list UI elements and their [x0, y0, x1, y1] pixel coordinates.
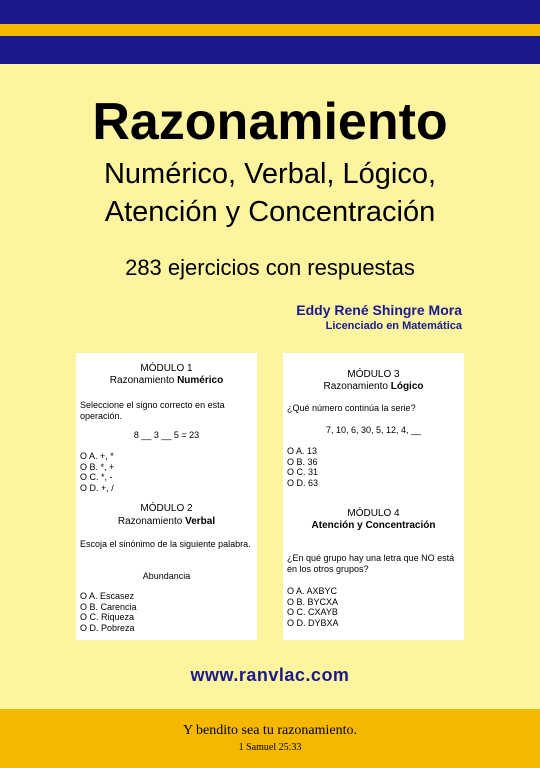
book-title: Razonamiento	[92, 93, 448, 151]
module1-name	[76, 375, 257, 387]
module3-option[interactable]: O B. 36	[287, 456, 318, 467]
module4-option[interactable]: O C. CXAYB	[287, 607, 338, 617]
module3-series: 7, 10, 6, 30, 5, 12, 4, __	[325, 425, 422, 435]
module2-option[interactable]: O D. Pobreza	[80, 622, 135, 633]
module1-expression: 8 __ 3 __ 5 = 23	[133, 430, 200, 440]
footer-verse: Y bendito sea tu razonamiento.	[182, 723, 358, 738]
module3-options	[287, 446, 459, 488]
footer-reference: 1 Samuel 25:33	[238, 742, 302, 753]
module4-option[interactable]: O D. DYBXA	[287, 617, 339, 628]
top-stripe-gold	[0, 24, 540, 36]
module2-option[interactable]: O B. Carencia	[80, 601, 137, 612]
module1-label: MÓDULO 1	[140, 363, 193, 374]
module4-name: Atención y Concentración	[311, 520, 436, 531]
module3-name-bold: Lógico	[390, 381, 424, 392]
module1-option[interactable]: O B. *, +	[80, 461, 115, 472]
module4-option[interactable]: O A. AXBYC	[287, 586, 338, 596]
module3-option[interactable]: O D. 63	[287, 477, 319, 488]
modules-card-left	[76, 353, 257, 640]
top-stripe-navy	[0, 0, 540, 24]
top-stripe-navy-lower	[0, 36, 540, 64]
modules-card-right	[283, 353, 464, 640]
module3-name-prefix: Razonamiento	[323, 381, 391, 392]
module3-option[interactable]: O C. 31	[287, 467, 319, 477]
module2-options	[80, 591, 252, 633]
author-degree: Licenciado en Matemática	[325, 320, 462, 332]
book-subtitle-line1: Numérico, Verbal, Lógico,	[103, 158, 437, 190]
module4-options	[287, 586, 459, 628]
module2-label: MÓDULO 2	[140, 503, 193, 514]
module3-question: ¿Qué número continúa la serie?	[287, 403, 416, 413]
exercise-count: 283 ejercicios con respuestas	[125, 255, 415, 280]
module2-question: Escoja el sinónimo de la siguiente palabra.	[80, 539, 251, 549]
module1-option[interactable]: O A. +, *	[80, 451, 114, 461]
module4-option[interactable]: O B. BYCXA	[287, 596, 339, 607]
module4-label: MÓDULO 4	[347, 508, 400, 519]
module2-name	[76, 516, 257, 528]
module2-word: Abundancia	[142, 571, 191, 581]
module1-options	[80, 451, 252, 493]
module1-option[interactable]: O C. *, -	[80, 472, 113, 482]
module2-name-bold: Verbal	[185, 516, 216, 527]
module1-name-prefix: Razonamiento	[109, 375, 178, 386]
module2-option[interactable]: O C. Riqueza	[80, 612, 135, 622]
module4-question: ¿En qué grupo hay una letra que NO está en los otros grupos?	[287, 553, 455, 574]
book-subtitle-line2: Atención y Concentración	[104, 196, 436, 228]
author-name: Eddy René Shingre Mora	[296, 302, 462, 318]
footer-band	[0, 709, 540, 768]
module1-option[interactable]: O D. +, /	[80, 482, 114, 493]
website-link[interactable]: www.ranvlac.com	[190, 665, 350, 685]
module1-name-bold: Numérico	[177, 375, 224, 386]
module3-option[interactable]: O A. 13	[287, 446, 318, 456]
module3-name	[283, 381, 464, 393]
module2-name-prefix: Razonamiento	[117, 516, 186, 527]
module2-option[interactable]: O A. Escasez	[80, 591, 135, 601]
module1-question: Seleccione el signo correcto en esta operación.	[80, 400, 225, 421]
module3-label: MÓDULO 3	[347, 369, 400, 380]
